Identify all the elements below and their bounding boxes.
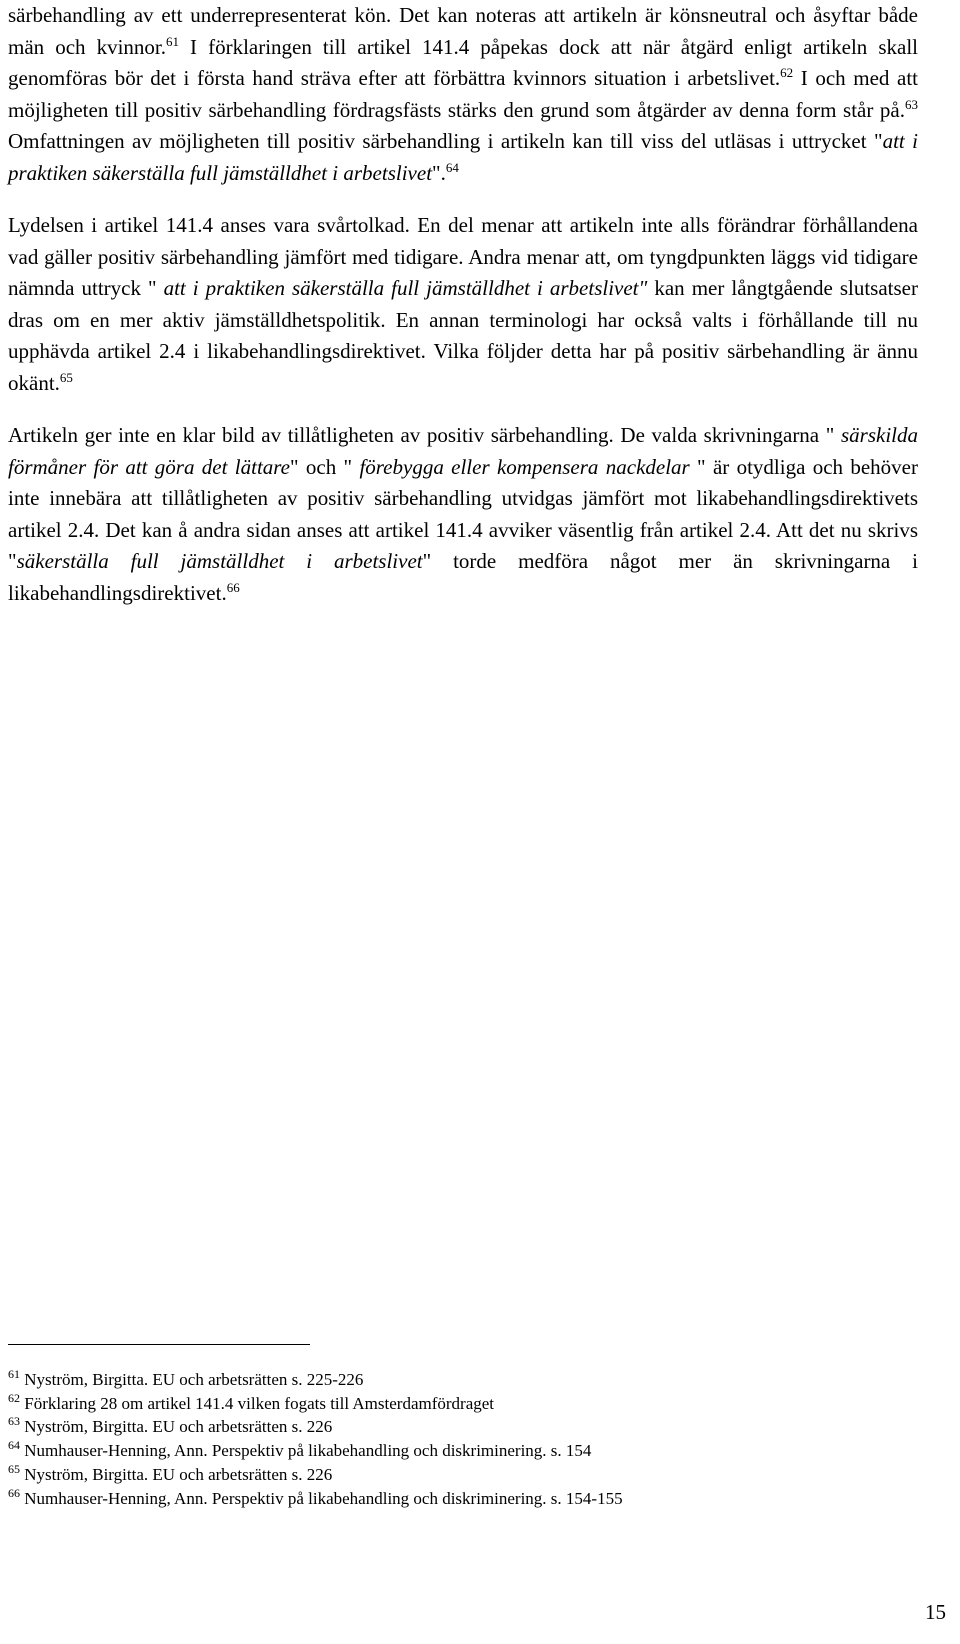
footnote-ref: 62 [780,65,794,80]
footnote-text: Nyström, Birgitta. EU och arbetsrätten s. 225-226 [20,1370,364,1389]
footnote-number: 65 [8,1461,20,1476]
footnote [8,1415,918,1439]
italic-quote: att i praktiken säkerställa full jämställdhet i arbetslivet" [163,276,648,300]
paragraph-3 [8,420,918,609]
text-run: särbehandling av ett underrepresenterat kön. Det kan noteras att artikeln är könsneutral och åsyftar både män och kvinnor. [8,3,918,59]
footnote-text: Numhauser-Henning, Ann. Perspektiv på likabehandling och diskriminering. s. 154-155 [20,1488,623,1508]
footnote-number: 64 [8,1438,20,1453]
document-body [8,0,918,630]
footnote-list [8,1368,918,1510]
footnote-ref: 61 [166,33,179,49]
footnote-ref: 65 [59,369,73,385]
footnote [8,1439,918,1463]
italic-quote: särskilda förmåner för att göra det lättare [8,423,918,479]
footnote-ref: 66 [226,579,240,595]
text-run: " är otydliga och behöver inte innebära att tillåtligheten av positiv särbehandling utvidgas jämfört mot likabehandlingsdirektivets artikel 2.4. Det kan å andra sidan anses att artikel 141.4 avviker väsentlig från artikel 2.4. Att det nu skrivs " [8,454,919,573]
text-run: Lydelsen i artikel 141.4 anses vara svårtolkad. En del menar att artikeln inte alls förändrar förhållandena vad gäller positiv särbehandling jämfört med tidigare. Andra menar att, om tyngdpunkten läggs vid tidigare nämnda uttryck " [8,213,918,300]
footnote-number: 63 [8,1414,20,1429]
text-run: Omfattningen av möjligheten till positiv särbehandling i artikeln kan till viss del utläsas i uttrycket " [8,129,883,153]
text-run: I förklaringen till artikel 141.4 påpekas dock att när åtgärd enligt artikeln skall genomföras bör det i första hand sträva efter att förbättra kvinnors situation i arbetslivet. [8,34,918,90]
footnote-number: 61 [8,1367,20,1381]
footnote-ref: 63 [905,96,918,112]
footnote [8,1487,918,1511]
text-run: kan mer långtgående slutsatser dras om en mer aktiv jämställdhetspolitik. En annan terminologi har också valts i förhållande till nu upphävda artikel 2.4 i likabehandlingsdirektivet. Vilka följder detta har på positiv särbehandling är ännu okänt. [8,276,919,395]
footnote [8,1463,918,1487]
paragraph-1 [8,0,918,189]
footnotes-section [8,1344,918,1510]
italic-quote: att i praktiken säkerställa full jämställdhet i arbetslivet [8,129,919,185]
footnote-text: Nyström, Birgitta. EU och arbetsrätten s. 226 [20,1417,333,1437]
paragraph-2 [8,210,918,399]
footnote [8,1392,918,1416]
text-run: Artikeln ger inte en klar bild av tillåtligheten av positiv särbehandling. De valda skrivningarna " [8,423,841,447]
footnote-ref: 64 [445,159,459,175]
footnote-text: Numhauser-Henning, Ann. Perspektiv på likabehandling och diskriminering. s. 154 [20,1441,592,1461]
italic-quote: säkerställa full jämställdhet i arbetslivet [16,549,423,573]
footnote-number: 62 [8,1390,20,1405]
italic-quote: förebygga eller kompensera nackdelar [359,454,690,479]
footnote-text: Förklaring 28 om artikel 141.4 vilken fogats till Amsterdamfördraget [20,1393,495,1413]
footnote-separator [8,1344,310,1345]
text-run: I och med att möjligheten till positiv särbehandling fördragsfästs stärks den grund som åtgärder av denna form står på. [8,66,918,122]
text-run: " och " [290,454,360,479]
text-run: ". [432,160,446,185]
footnote [8,1368,918,1392]
footnote-text: Nyström, Birgitta. EU och arbetsrätten s. 226 [20,1464,333,1484]
page-number: 15 [925,1600,946,1624]
text-run: " torde medföra något mer än skrivningarna i likabehandlingsdirektivet. [8,549,918,605]
footnote-number: 66 [8,1485,20,1500]
